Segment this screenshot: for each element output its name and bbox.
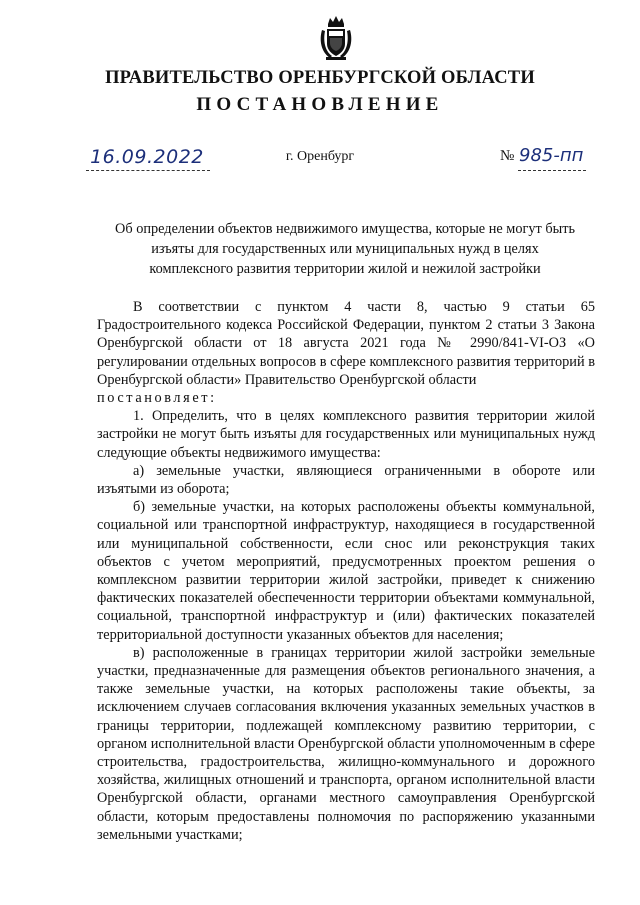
preamble-paragraph: В соответствии с пунктом 4 части 8, частью 9 статьи 65 Градостроительного кодекса Российской Федерации, пунктом 2 статьи 3 Закона Оренбургской области от 18 августа 2021 года № 2990/841-VI-ОЗ «О регулировании отдельных вопросов в сфере комплексного развития территорий в Оренбургской области» Правительство Оренбургской области — [97, 299, 595, 388]
document-subject — [100, 219, 590, 279]
document-type: ПОСТАНОВЛЕНИЕ — [196, 94, 444, 115]
document-body — [97, 298, 595, 844]
government-title: ПРАВИТЕЛЬСТВО ОРЕНБУРГСКОЙ ОБЛАСТИ — [105, 68, 535, 88]
number-underline — [518, 170, 586, 171]
coat-of-arms-icon — [318, 14, 354, 62]
document-number: 985-пп — [519, 145, 584, 166]
item-b-paragraph: б) земельные участки, на которых расположены объекты коммунальной, социальной или транспортной инфраструктур, находящиеся в государственной или муниципальной собственности, если снос или реконструкция таких объектов с учетом мероприятий, предусмотренных проектом решения о комплексном развитии территории жилой застройки, приведет к снижению фактических показателей обеспеченности территории объектами коммунальной, социальной, транспортной инфраструктур и (или) фактических показателей территориальной доступности указанных объектов для населения; — [97, 499, 595, 643]
subject-line: комплексного развития территории жилой и нежилой застройки — [149, 261, 541, 277]
item-a-paragraph: а) земельные участки, являющиеся ограниченными в обороте или изъятыми из оборота; — [97, 462, 595, 498]
document-date: 16.09.2022 — [90, 146, 204, 168]
subject-line: Об определении объектов недвижимого имущества, которые не могут быть — [115, 221, 575, 237]
decree-word: постановляет: — [97, 390, 217, 407]
item-1-paragraph: 1. Определить, что в целях комплексного развития территории жилой застройки не могут быть изъяты для государственных или муниципальных нужд следующие объекты недвижимого имущества: — [97, 408, 595, 461]
number-label: № — [500, 148, 515, 164]
document-city: г. Оренбург — [285, 149, 355, 164]
item-v-paragraph: в) расположенные в границах территории жилой застройки земельные участки, предназначенные для размещения объектов регионального значения, а также земельные участки, на которых расположены такие объекты, за исключением случаев согласования включения указанных земельных участков в границы территории, подлежащей комплексному развитию территории, с органом исполнительной власти Оренбургской области уполномоченным в сфере строительства, градостроительства, жилищно-коммунального и дорожного хозяйства, жилищных отношений и транспорта, органом исполнительной власти Оренбургской области, органами местного самоуправления Оренбургской области, которым предоставлены полномочия по распоряжению указанными земельными участками; — [97, 644, 595, 843]
date-underline — [86, 170, 210, 171]
subject-line: изъяты для государственных или муниципальных нужд в целях — [151, 241, 539, 257]
